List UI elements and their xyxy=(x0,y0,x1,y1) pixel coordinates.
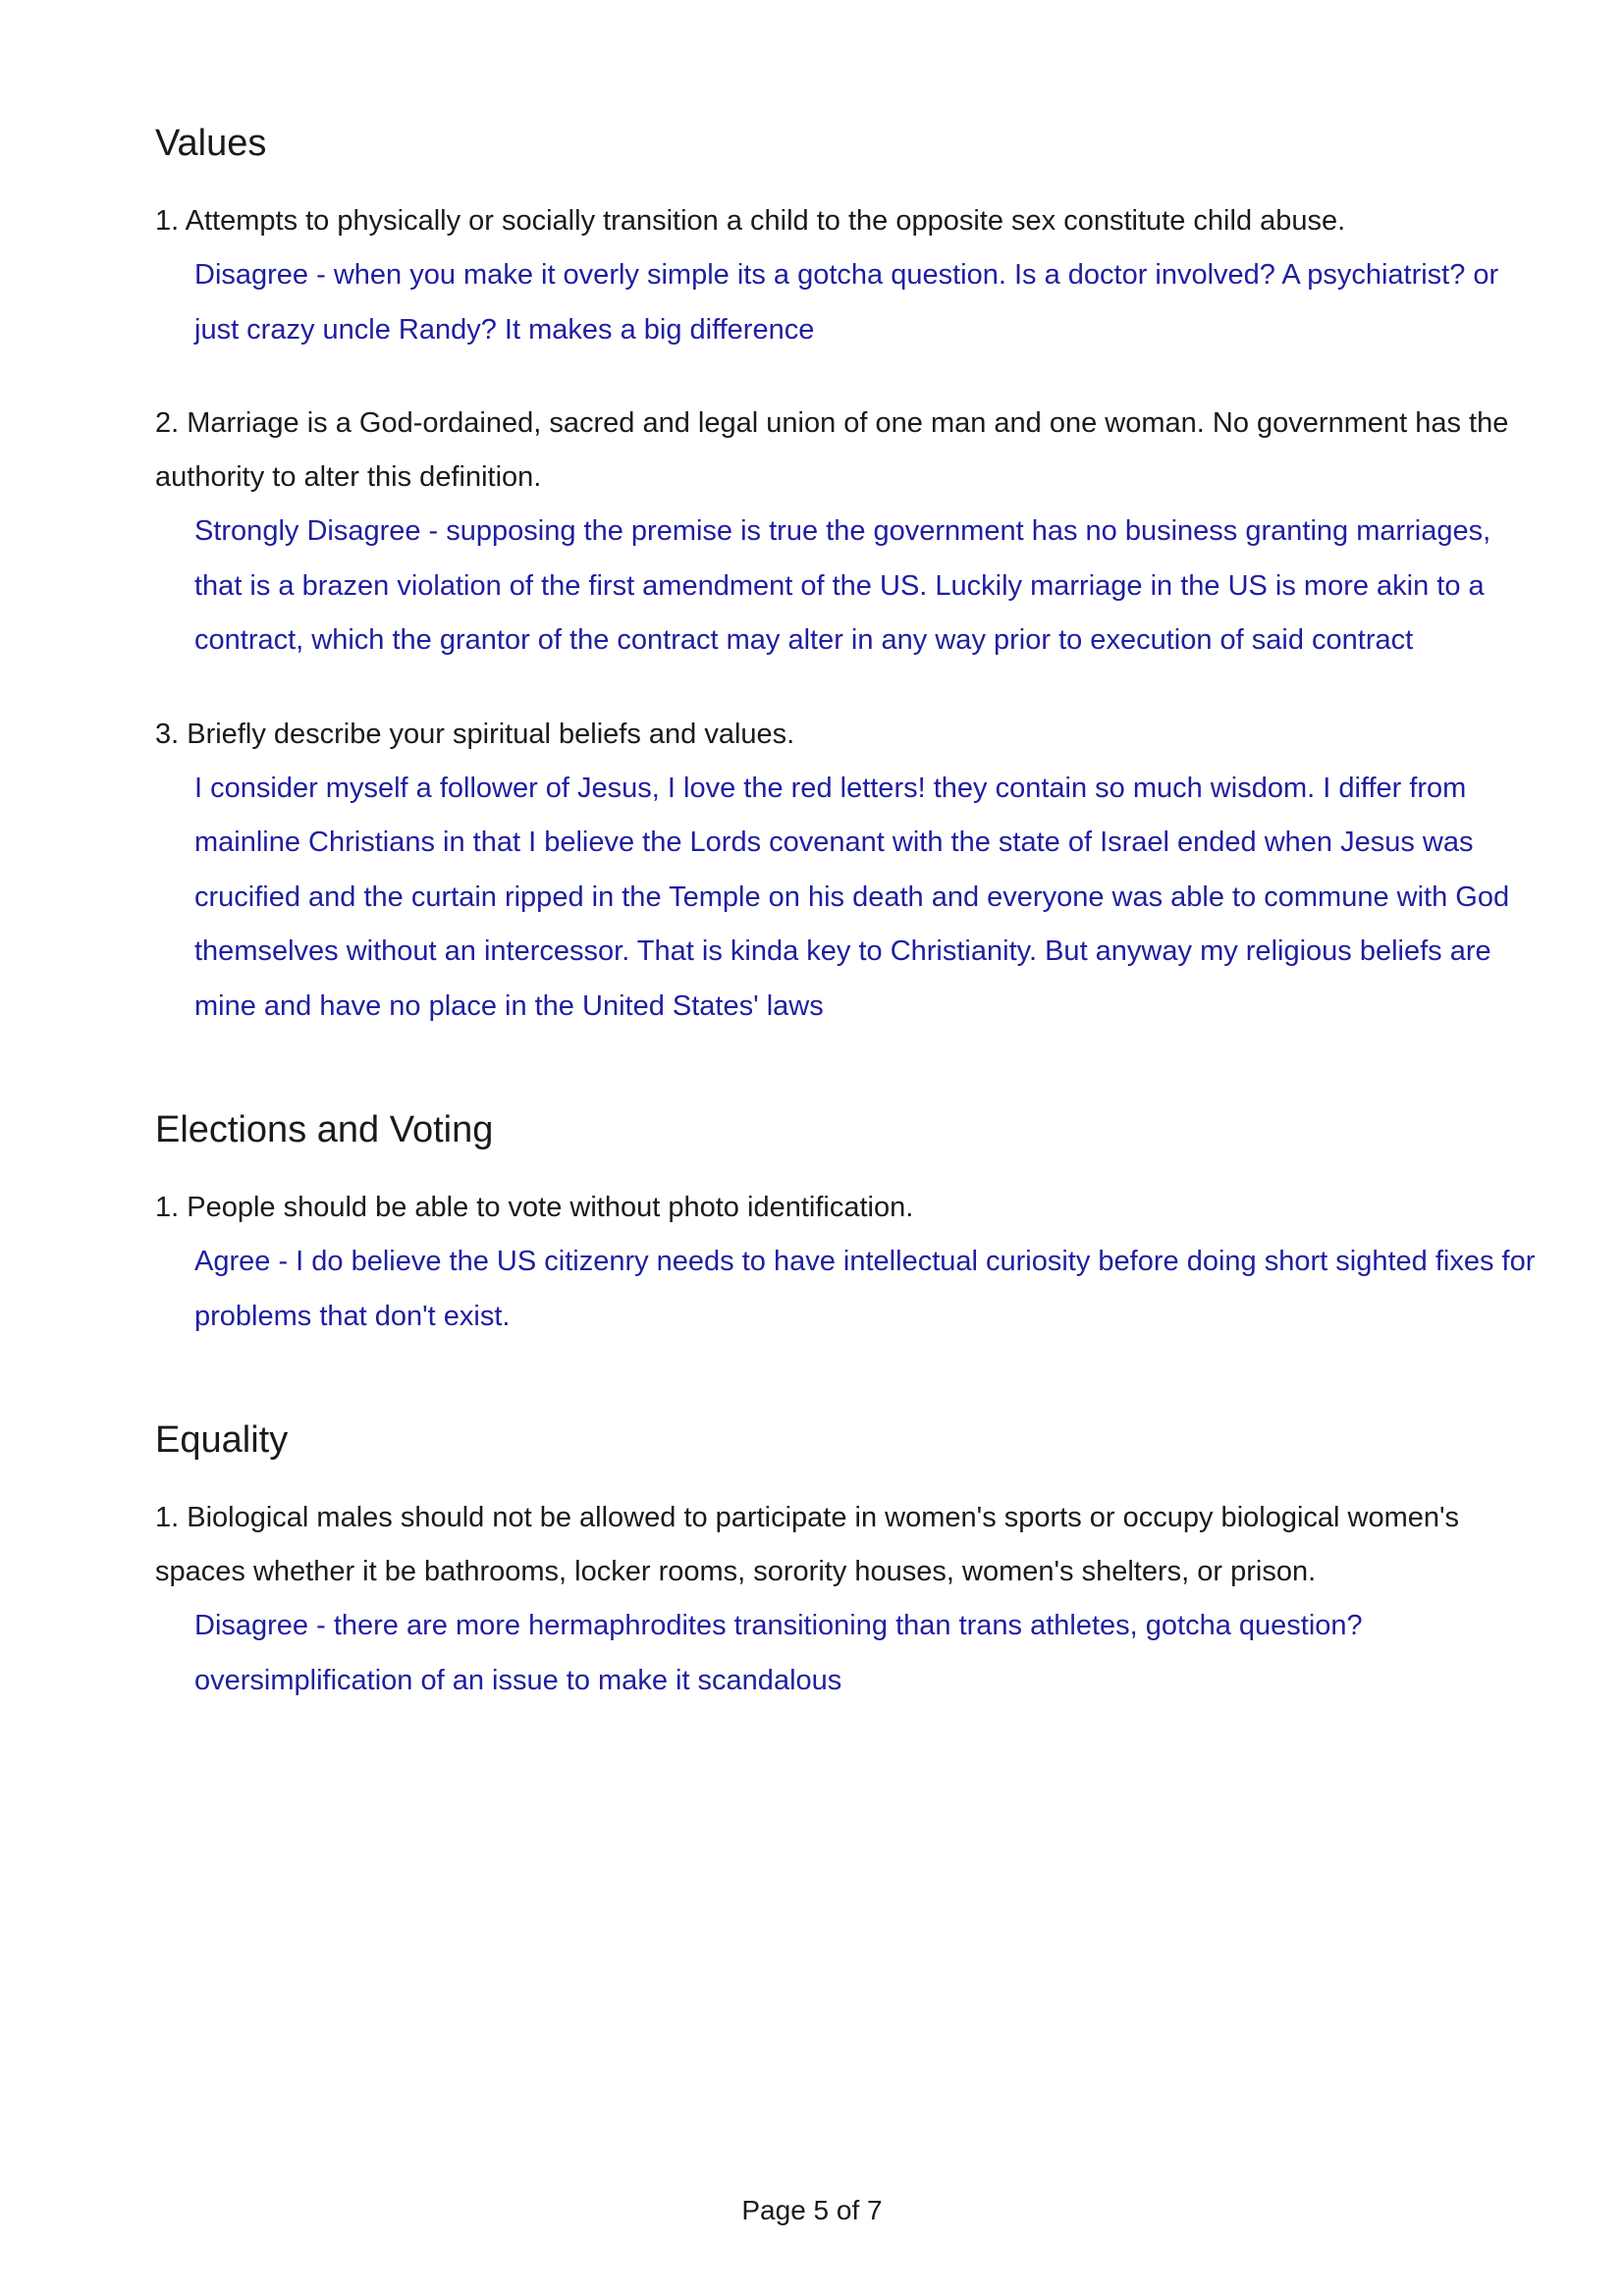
document-page xyxy=(155,116,1536,1777)
question-text: 2. Marriage is a God-ordained, sacred and legal union of one man and one woman. No government has the authority to alter this definition. xyxy=(155,407,1509,493)
question-item xyxy=(155,708,1530,1035)
answer-text: Disagree - there are more hermaphrodites transitioning than trans athletes, gotcha question? oversimplification of an issue to make it scandalous xyxy=(194,1610,1363,1696)
answer-text: Disagree - when you make it overly simple its a gotcha question. Is a doctor involved? A psychiatrist? or just crazy uncle Randy? It makes a big difference xyxy=(194,259,1499,346)
section-title: Equality xyxy=(155,1419,289,1461)
section-values xyxy=(155,116,1530,1034)
section-title: Elections and Voting xyxy=(155,1109,494,1150)
section-equality xyxy=(155,1413,1530,1708)
answer-text: Strongly Disagree - supposing the premise is true the government has no business granting marriages, that is a brazen violation of the first amendment of the US. Luckily marriage in the US is more akin to a contract, which the grantor of the contract may alter in any way prior to execution of said contract xyxy=(194,515,1491,656)
section-elections-and-voting xyxy=(155,1102,1536,1344)
question-text: 3. Briefly describe your spiritual beliefs and values. xyxy=(155,718,795,750)
question-text: 1. Biological males should not be allowed to participate in women's sports or occupy biological women's spaces whether it be bathrooms, locker rooms, sorority houses, women's shelters, or prison. xyxy=(155,1502,1460,1587)
question-text: 1. Attempts to physically or socially transition a child to the opposite sex constitute child abuse. xyxy=(155,205,1346,237)
page-number: Page 5 of 7 xyxy=(741,2195,883,2225)
section-title: Values xyxy=(155,123,267,164)
question-item xyxy=(155,1181,1536,1344)
question-item xyxy=(155,194,1530,357)
answer-text: I consider myself a follower of Jesus, I love the red letters! they contain so much wisdom. I differ from mainline Christians in that I believe the Lords covenant with the state of Israel ended when Jesus was crucified and the curtain ripped in the Temple on his death and everyone was able to commune with God themselves without an intercessor. That is kinda key to Christianity. But anyway my religious beliefs are mine and have no place in the United States' laws xyxy=(194,772,1510,1022)
question-text: 1. People should be able to vote without photo identification. xyxy=(155,1192,914,1223)
answer-text: Agree - I do believe the US citizenry needs to have intellectual curiosity before doing short sighted fixes for problems that don't exist. xyxy=(194,1246,1536,1332)
question-item xyxy=(155,397,1530,668)
question-item xyxy=(155,1491,1530,1708)
